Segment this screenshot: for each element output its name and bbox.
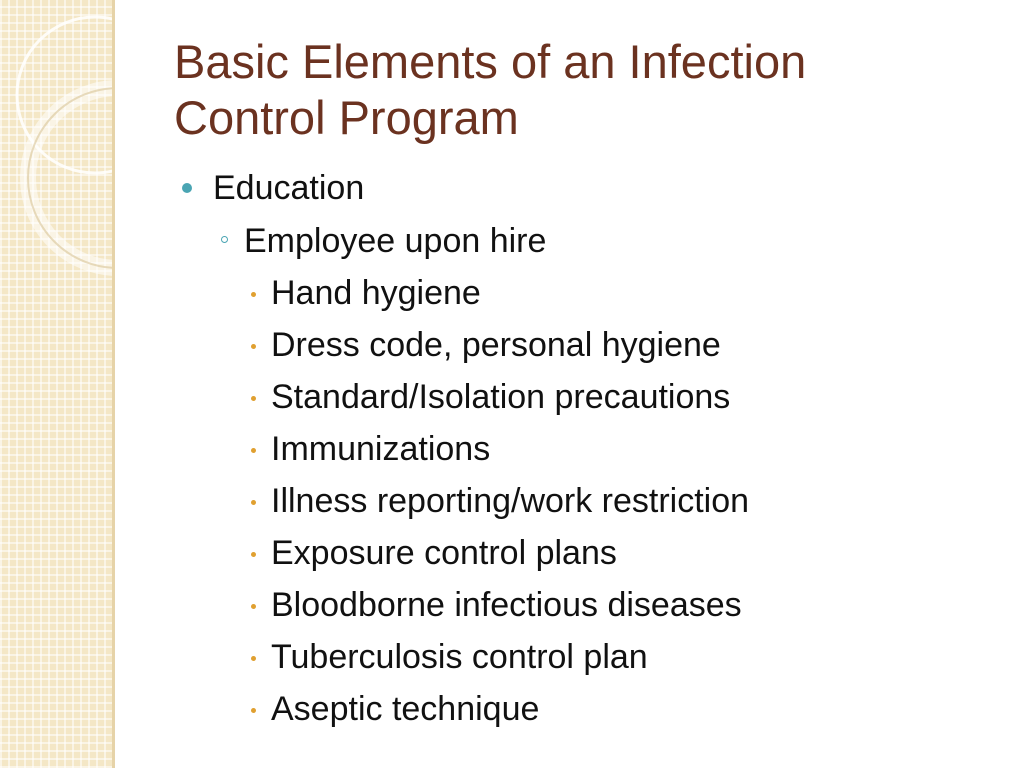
bullet-level3-item: Dress code, personal hygiene bbox=[271, 326, 721, 364]
bullet-level1: Education bbox=[213, 169, 365, 207]
level3-bullet-icon bbox=[251, 708, 256, 713]
bullet-level3-item: Standard/Isolation precautions bbox=[271, 378, 731, 416]
bullet-level3-item: Illness reporting/work restriction bbox=[271, 482, 750, 520]
bullet-level3-item: Immunizations bbox=[271, 430, 491, 468]
level3-bullet-icon bbox=[251, 396, 256, 401]
level3-bullet-icon bbox=[251, 344, 256, 349]
bullet-level3-item: Hand hygiene bbox=[271, 274, 481, 312]
bullet-level3-item: Aseptic technique bbox=[271, 690, 540, 728]
level3-bullet-icon bbox=[251, 552, 256, 557]
level3-bullet-icon bbox=[251, 656, 256, 661]
bullet-level3-item: Exposure control plans bbox=[271, 534, 617, 572]
level3-bullet-icon bbox=[251, 292, 256, 297]
title-line-1: Basic Elements of an Infection bbox=[174, 35, 807, 88]
level1-bullet-icon bbox=[182, 183, 192, 193]
level3-bullet-icon bbox=[251, 604, 256, 609]
title-line-2: Control Program bbox=[174, 91, 519, 144]
bullet-level3-item: Tuberculosis control plan bbox=[271, 638, 648, 676]
bullet-level3-item: Bloodborne infectious diseases bbox=[271, 586, 742, 624]
level3-bullet-icon bbox=[251, 448, 256, 453]
level3-bullet-icon bbox=[251, 500, 256, 505]
level2-bullet-icon bbox=[221, 236, 228, 243]
bullet-level2: Employee upon hire bbox=[244, 222, 547, 260]
